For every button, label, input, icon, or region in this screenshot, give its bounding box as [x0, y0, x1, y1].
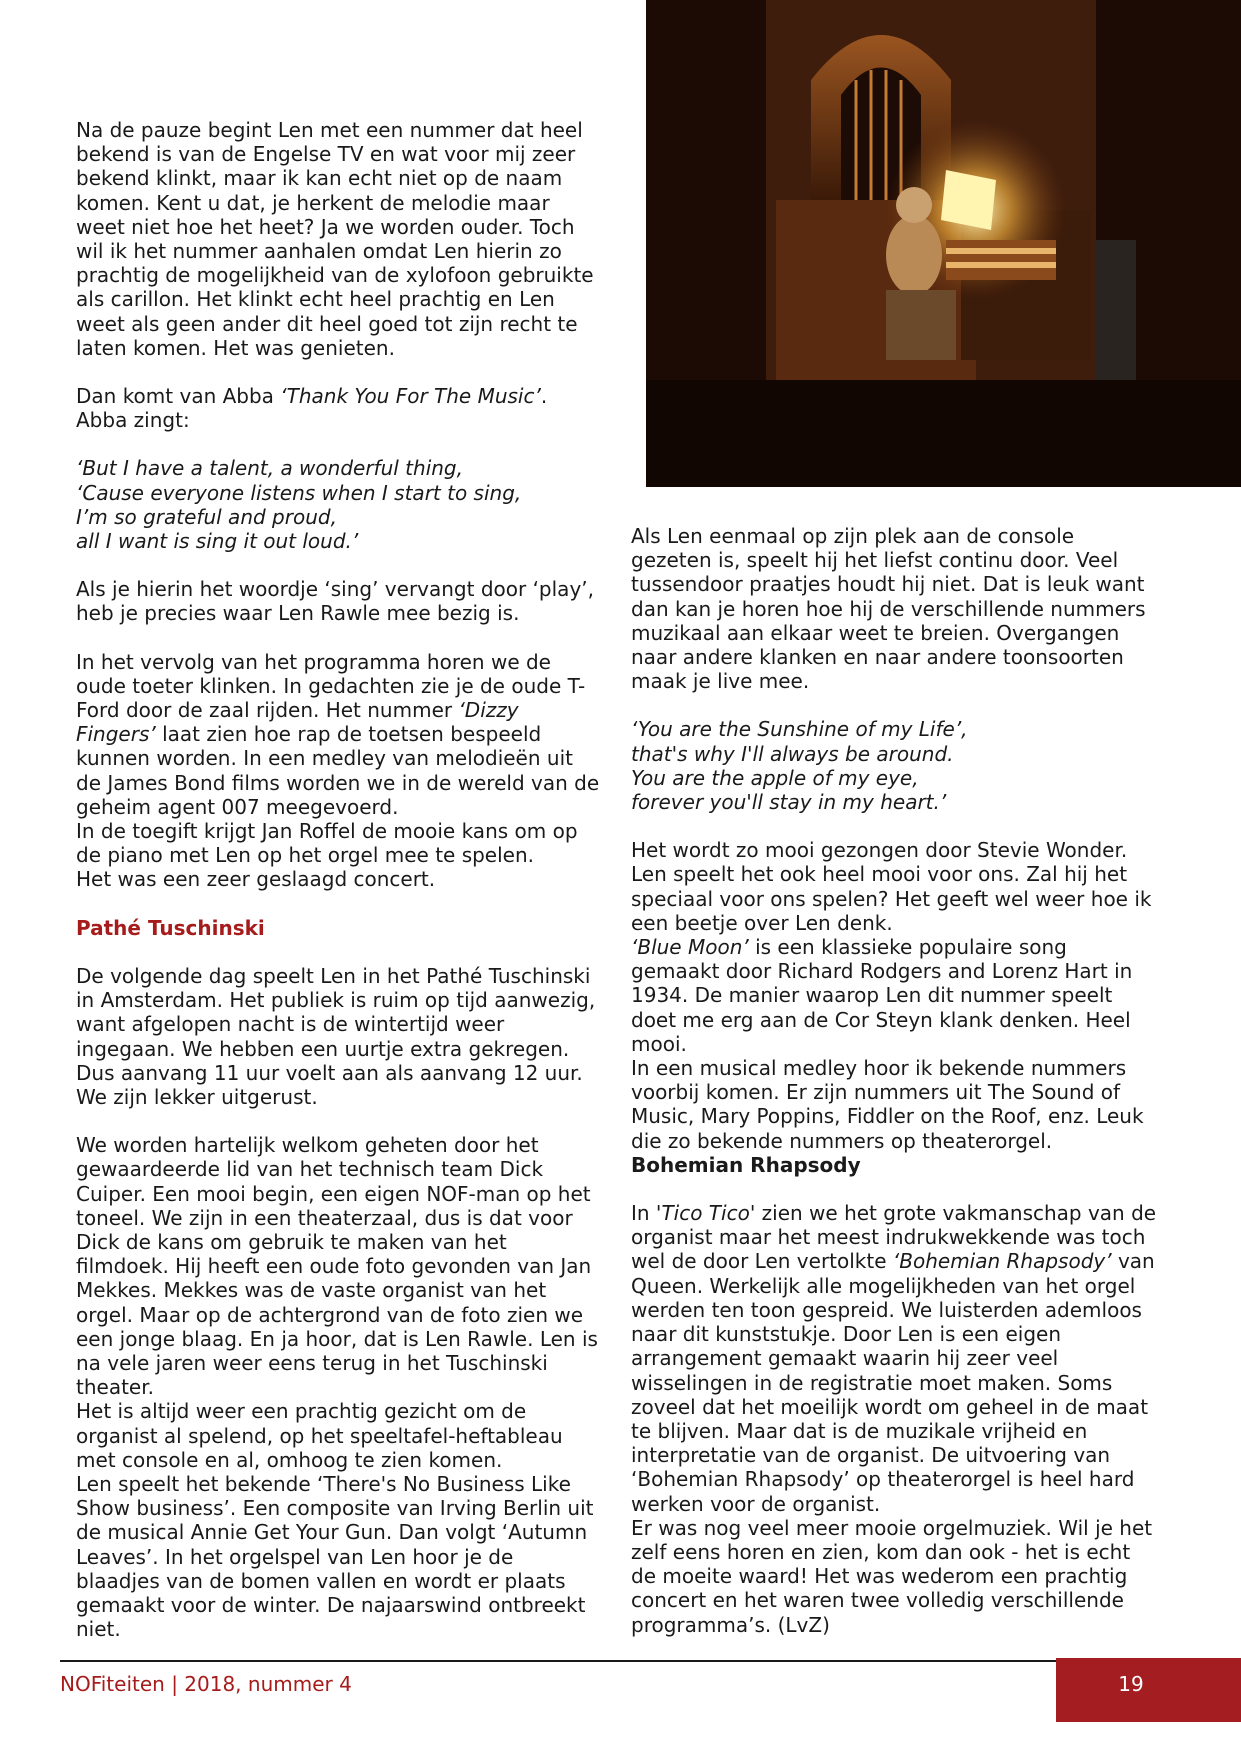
paragraph: In de toegift krijgt Jan Roffel de mooie kans om op de piano met Len op het orgel mee te spelen.	[76, 819, 578, 868]
paragraph: In het vervolg van het programma horen we de oude toeter klinken. In gedachten zie je de oude T-Ford door de zaal rijden. Het nummer ‘Dizzy Fingers’ laat zien hoe rap de toetsen bespeeld kunnen worden. In een medley van melodieën uit de James Bond films worden we in de wereld van de geheim agent 007 meegevoerd.	[76, 649, 600, 819]
organ-photo-illustration	[646, 0, 1241, 487]
lyrics-quote: ‘You are the Sunshine of my Life’, that's why I'll always be around. You are the apple of my eye, forever you'll stay in my heart.’	[631, 717, 968, 815]
paragraph: Het is altijd weer een prachtig gezicht om de organist al spelend, op het speeltafel-heftableau met console en al, omhoog te zien komen.	[76, 1399, 563, 1472]
paragraph: Er was nog veel meer mooie orgelmuziek. Wil je het zelf eens horen en zien, kom dan ook - het is echt de moeite waard! Het was wederom een prachtig concert en het waren twee volledig verschillende programma’s. (LvZ)	[631, 1515, 1153, 1637]
footer-divider	[60, 1660, 1056, 1662]
page-number: 19	[1118, 1672, 1144, 1696]
paragraph: Het wordt zo mooi gezongen door Stevie Wonder. Len speelt het ook heel mooi voor ons. Zal hij het speciaal voor ons spelen? Het geeft wel weer hoe ik een beetje over Len denk.	[631, 838, 1152, 935]
paragraph: ‘Blue Moon’ is een klassieke populaire song gemaakt door Richard Rodgers and Lorenz Hart in 1934. De manier waarop Len dit nummer speelt doet me erg aan de Cor Steyn klank denken. Heel mooi.	[631, 935, 1133, 1056]
right-column	[631, 524, 1161, 1637]
paragraph: Als je hierin het woordje ‘sing’ vervangt door ‘play’, heb je precies waar Len Rawle mee bezig is.	[76, 577, 594, 626]
paragraph: Als Len eenmaal op zijn plek aan de console gezeten is, speelt hij het liefst continu door. Veel tussendoor praatjes houdt hij niet. Dat is leuk want dan kan je horen hoe hij de verschillende nummers muzikaal aan elkaar weet te breien. Overgangen naar andere klanken en naar andere toonsoorten maak je live mee.	[631, 524, 1146, 694]
paragraph: De volgende dag speelt Len in het Pathé Tuschinski in Amsterdam. Het publiek is ruim op tijd aanwezig, want afgelopen nacht is de wintertijd weer ingegaan. We hebben een uurtje extra gekregen. Dus aanvang 11 uur voelt aan als aanvang 12 uur. We zijn lekker uitgerust.	[76, 963, 596, 1109]
paragraph: Abba zingt:	[76, 408, 190, 433]
section-heading: Pathé Tuschinski	[76, 915, 265, 940]
section-heading: Bohemian Rhapsody	[631, 1152, 861, 1177]
page-number-box	[1056, 1658, 1241, 1722]
paragraph: In 'Tico Tico' zien we het grote vakmanschap van de organist maar het meest indrukwekkende was toch wel de door Len vertolkte ‘Bohemian Rhapsody’ van Queen. Werkelijk alle mogelijkheden van het orgel werden ten toon gespreid. We luisterden ademloos naar dit kunststukje. Door Len is een eigen arrangement gemaakt waarin hij zeer veel wisselingen in de registratie moet maken. Soms zoveel dat het moeilijk wordt om geheel in de maat te blijven. Maar dat is de muzikale vrijheid en interpretatie van de organist. De uitvoering van ‘Bohemian Rhapsody’ op theaterorgel is heel hard werken voor de organist.	[631, 1201, 1157, 1516]
paragraph: Na de pauze begint Len met een nummer dat heel bekend is van de Engelse TV en wat voor mij zeer bekend klinkt, maar ik kan echt niet op de naam komen. Kent u dat, je herkent de melodie maar weet niet hoe het heet? Ja we worden ouder. Toch wil ik het nummer aanhalen omdat Len hierin zo prachtig de mogelijkheid van de xylofoon gebruikte als carillon. Het klinkt echt heel prachtig en Len weet als geen ander dit heel goed tot zijn recht te laten komen. Het was genieten.	[76, 118, 594, 360]
left-column	[76, 118, 603, 1641]
paragraph: Len speelt het bekende ‘There's No Business Like Show business’. Een composite van Irving Berlin uit de musical Annie Get Your Gun. Dan volgt ‘Autumn Leaves’. In het orgelspel van Len hoor je de blaadjes van de bomen vallen en wordt er plaats gemaakt voor de winter. De najaarswind ontbreekt niet.	[76, 1471, 594, 1642]
footer-publication: NOFiteiten | 2018, nummer 4	[60, 1672, 352, 1696]
paragraph: We worden hartelijk welkom geheten door het gewaardeerde lid van het technisch team Dick Cuiper. Een mooi begin, een eigen NOF-man op het toneel. We zijn in een theaterzaal, dus is dat voor Dick de kans om gebruik te maken van het filmdoek. Hij heeft een oude foto gevonden van Jan Mekkes. Mekkes was de vaste organist van het orgel. Maar op de achtergrond van de foto zien we een jonge blaag. En ja hoor, dat is Len Rawle. Len is na vele jaren weer eens terug in het Tuschinski theater.	[76, 1133, 598, 1400]
paragraph: Dan komt van Abba ‘Thank You For The Music’.	[76, 384, 548, 409]
organ-photo	[646, 0, 1241, 487]
paragraph: Het was een zeer geslaagd concert.	[76, 867, 436, 892]
lyrics-quote: ‘But I have a talent, a wonderful thing, ‘Cause everyone listens when I start to sing, I’m so grateful and proud, all I want is sing it out loud.’	[76, 456, 522, 554]
paragraph: In een musical medley hoor ik bekende nummers voorbij komen. Er zijn nummers uit The Sound of Music, Mary Poppins, Fiddler on the Roof, enz. Leuk die zo bekende nummers op theaterorgel.	[631, 1056, 1144, 1153]
